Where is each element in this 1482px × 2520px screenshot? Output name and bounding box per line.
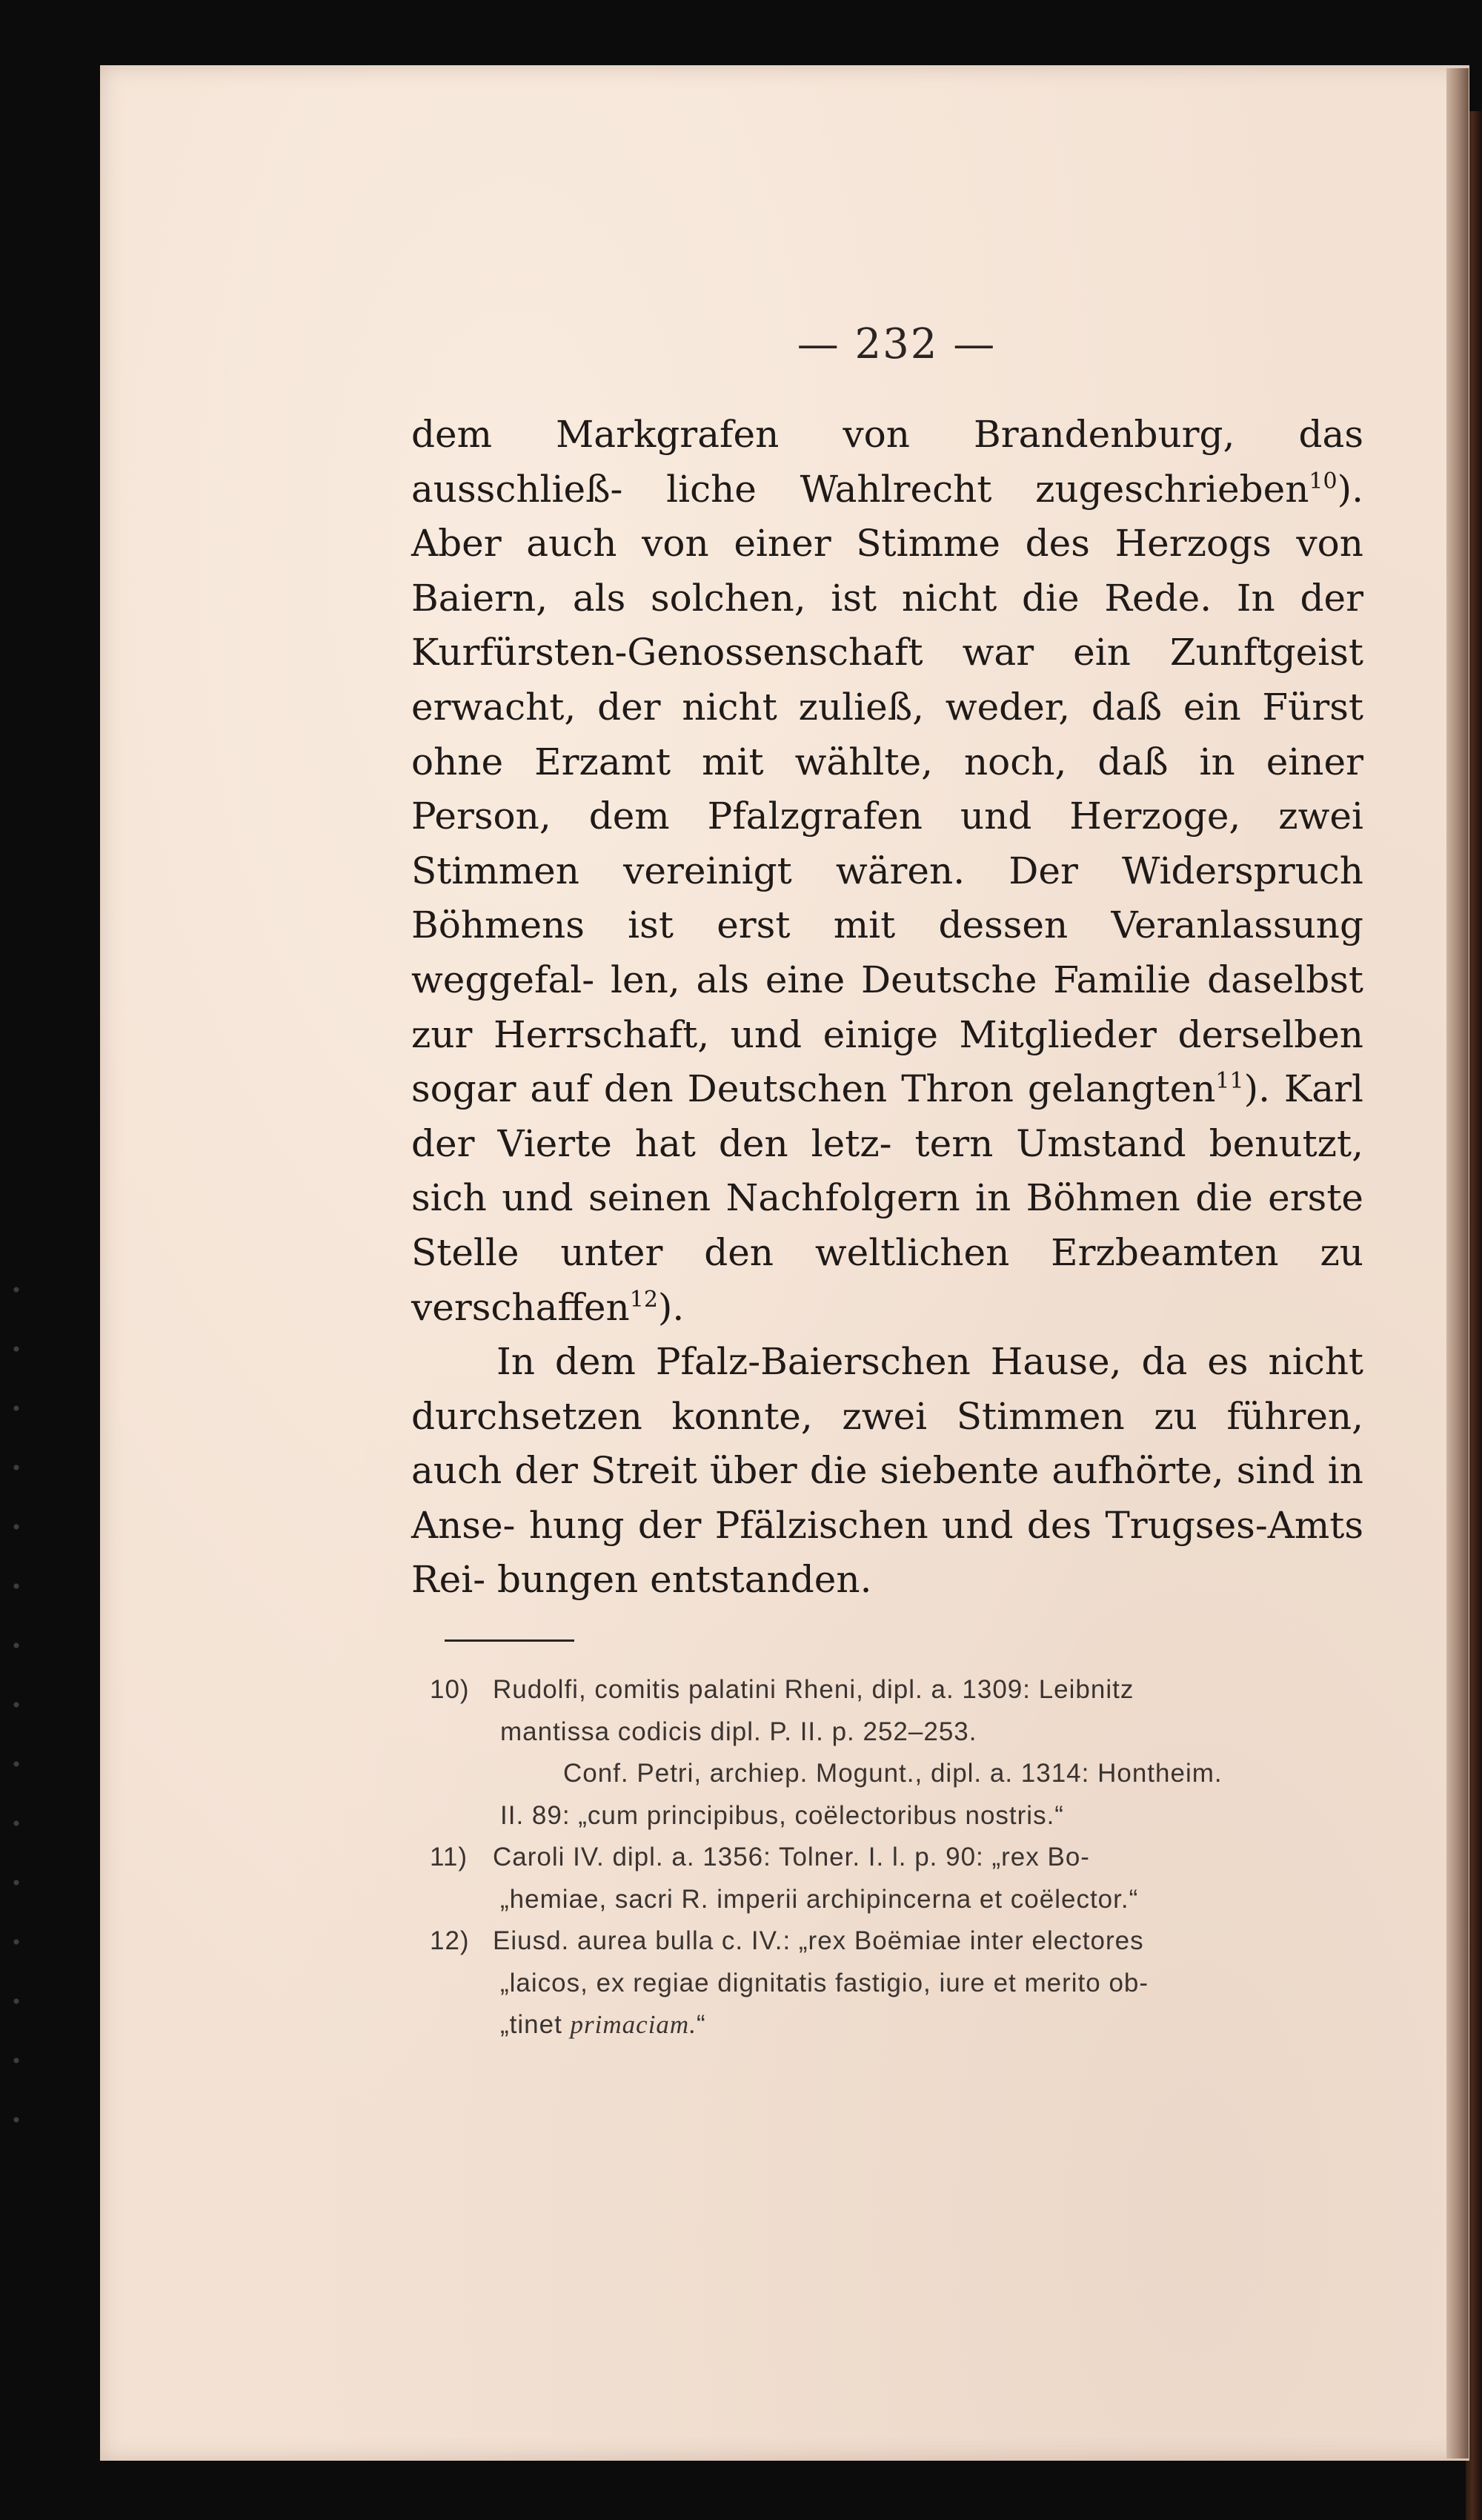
footnote-italic: primaciam. xyxy=(570,2010,697,2039)
footnote-line: Rudolfi, comitis palatini Rheni, dipl. a. 1309: Leibnitz xyxy=(493,1675,1134,1704)
text-line: In dem Pfalz-Baierschen Hause, da es nicht xyxy=(496,1340,1363,1384)
text-line: bungen entstanden. xyxy=(497,1558,872,1602)
text-line: daß ein Fürst ohne Erzamt mit wählte, noch, daß xyxy=(411,685,1363,783)
footnote-body xyxy=(493,1920,1360,2046)
text-line: dem Markgrafen von Brandenburg, das ausschließ- xyxy=(411,413,1363,511)
text-line: Thron gelangten xyxy=(901,1067,1216,1111)
footnote-line: Conf. Petri, archiep. Mogunt., dipl. a. 1314: Hontheim. xyxy=(563,1759,1223,1788)
paragraph-1 xyxy=(411,408,1363,1335)
text-line: ). Aber auch von einer xyxy=(411,467,1363,566)
footnote-body xyxy=(493,1669,1360,1837)
footnote-body xyxy=(493,1837,1360,1920)
footnote-line: mantissa codicis dipl. P. II. p. 252–253. xyxy=(500,1717,977,1746)
footnotes xyxy=(430,1669,1360,2046)
footnote-number: 10) xyxy=(430,1675,470,1704)
text-line: hung der Pfälzischen und des Trugses-Amts Rei- xyxy=(411,1503,1363,1602)
text-line: nicht die Rede. In der Kurfürsten-Genossenschaft xyxy=(411,576,1363,674)
footnote-text: „tinet xyxy=(500,2010,562,2039)
text-line: in Böhmen die erste Stelle unter den weltlichen xyxy=(411,1176,1364,1274)
footnote-line: II. 89: „cum principibus, coëlectoribus nostris.“ xyxy=(500,1800,1064,1830)
footnote-ref-11: 11 xyxy=(1215,1068,1244,1095)
text-line: ). Karl der Vierte hat den letz- xyxy=(411,1067,1363,1165)
text-line: und einige Mitglieder derselben sogar auf den Deutschen xyxy=(411,1012,1363,1111)
footnote-10 xyxy=(430,1669,1360,1837)
text-line: ). xyxy=(657,1285,685,1329)
body-text xyxy=(411,408,1363,1608)
text-line: der Streit über die siebente aufhörte, sind in Anse- xyxy=(411,1449,1363,1547)
footnote-12 xyxy=(430,1920,1360,2046)
footnote-line: Eiusd. aurea bulla c. IV.: „rex Boëmiae inter electores xyxy=(493,1926,1144,1955)
text-line: liche Wahlrecht zugeschrieben xyxy=(666,467,1309,511)
scan-background-dots xyxy=(0,1260,44,2149)
footnote-ref-10: 10 xyxy=(1309,468,1338,494)
text-line: tern Umstand benutzt, sich und seinen Nachfolgern xyxy=(411,1121,1363,1220)
footnote-11 xyxy=(430,1837,1360,1920)
footnote-ref-12: 12 xyxy=(629,1286,658,1313)
text-line: Böhmens ist erst mit dessen Veranlassung weggefal- xyxy=(411,903,1363,1001)
text-line: in einer Person, dem Pfalzgrafen und Herzoge, xyxy=(411,740,1363,838)
text-line: Stimme des Herzogs von Baiern, als solchen, ist xyxy=(411,522,1363,620)
footnote-line xyxy=(493,2004,1360,2046)
page-number: — 232 — xyxy=(797,320,997,368)
footnote-line: „hemiae, sacri R. imperii archipincerna et coëlector.“ xyxy=(500,1884,1139,1914)
text-line: len, als eine Deutsche Familie daselbst zur Herrschaft, xyxy=(411,958,1363,1056)
footnote-number: 12) xyxy=(430,1926,470,1955)
text-line: durchsetzen konnte, zwei Stimmen zu führen, auch xyxy=(411,1394,1363,1493)
footnote-line: Caroli IV. dipl. a. 1356: Tolner. I. l. p. 90: „rex Bo- xyxy=(493,1843,1090,1871)
text-line: zwei Stimmen vereinigt wären. Der Widerspruch xyxy=(411,795,1363,892)
footnote-divider xyxy=(445,1639,574,1642)
paragraph-2 xyxy=(411,1335,1363,1608)
footnote-number: 11) xyxy=(430,1843,468,1871)
page-edge-shadow xyxy=(1446,68,1469,2458)
footnote-line: „laicos, ex regiae dignitatis fastigio, iure et merito ob- xyxy=(500,1968,1149,1997)
text-line: war ein Zunftgeist erwacht, der nicht zuließ, weder, xyxy=(411,631,1363,729)
footnote-text: “ xyxy=(696,2010,706,2039)
text-line: Erzbeamten zu verschaffen xyxy=(411,1230,1363,1329)
